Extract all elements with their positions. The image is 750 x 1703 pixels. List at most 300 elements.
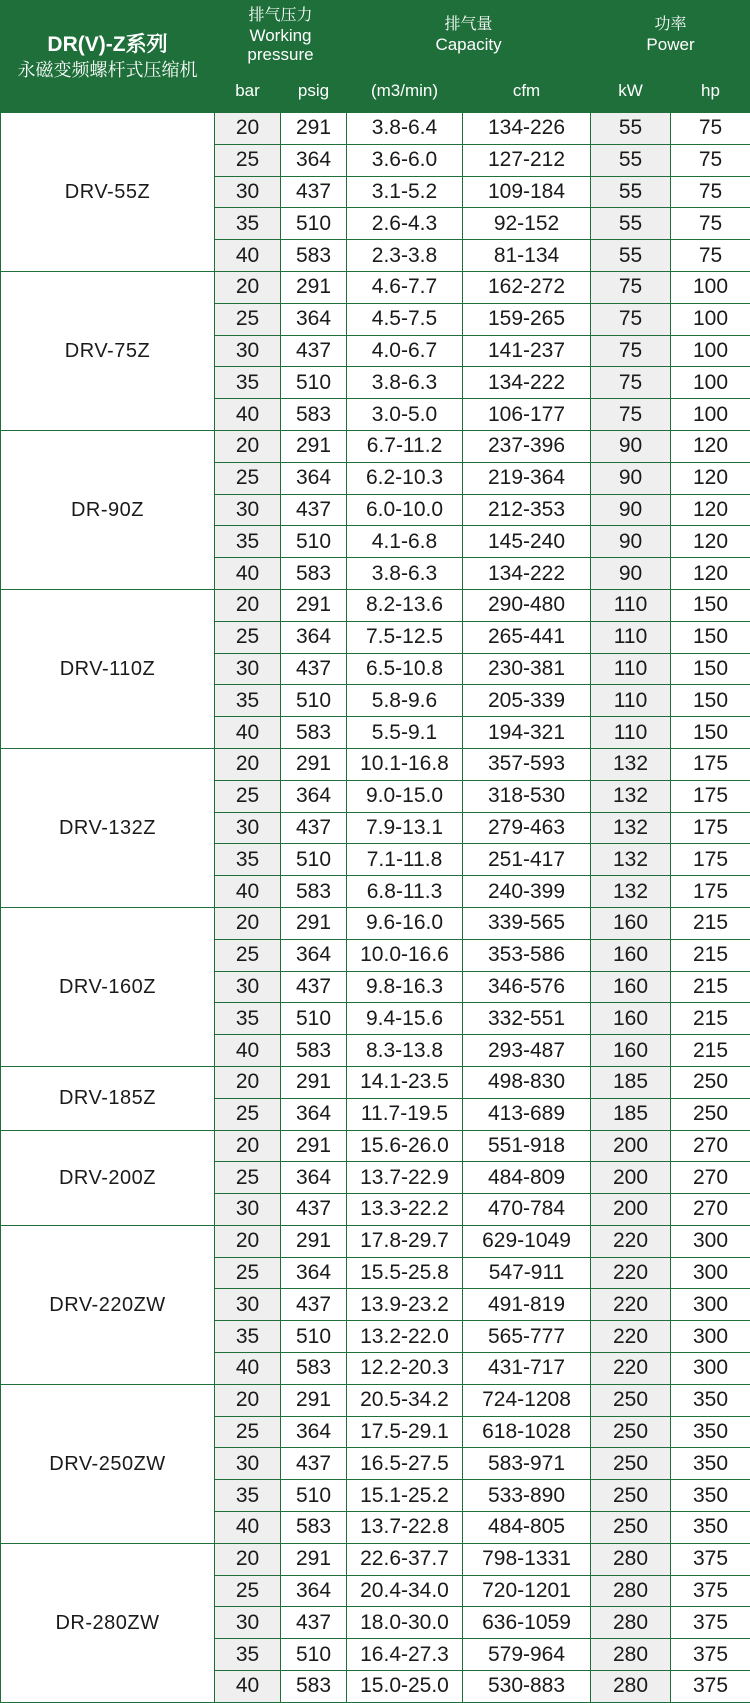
table-row [1,1543,750,1575]
cell-power-hp: 100 [671,335,750,367]
cell-power-kw: 132 [591,844,671,876]
cell-capacity-m3min: 14.1-23.5 [347,1066,463,1098]
cell-power-hp: 350 [671,1384,750,1416]
cell-capacity-cfm: 491-819 [463,1289,591,1321]
cell-bar: 20 [215,1225,281,1257]
model-name: DR-90Z [1,430,215,589]
cell-capacity-m3min: 8.3-13.8 [347,1035,463,1067]
cell-capacity-cfm: 484-805 [463,1512,591,1544]
cell-power-hp: 120 [671,558,750,590]
cell-bar: 25 [215,462,281,494]
cell-psig: 510 [281,208,347,240]
cell-capacity-cfm: 618-1028 [463,1416,591,1448]
cell-power-kw: 132 [591,780,671,812]
cell-capacity-cfm: 579-964 [463,1639,591,1671]
cell-capacity-m3min: 4.1-6.8 [347,526,463,558]
header-working-pressure [215,1,347,70]
cell-capacity-cfm: 145-240 [463,526,591,558]
cell-psig: 364 [281,780,347,812]
cell-psig: 291 [281,1543,347,1575]
cell-capacity-m3min: 13.2-22.0 [347,1321,463,1353]
cell-capacity-m3min: 3.0-5.0 [347,399,463,431]
cell-power-hp: 100 [671,399,750,431]
cell-power-hp: 270 [671,1130,750,1162]
table-row [1,1130,750,1162]
cell-power-hp: 270 [671,1194,750,1226]
table-header [1,1,750,113]
model-name: DRV-160Z [1,907,215,1066]
cell-capacity-m3min: 6.8-11.3 [347,876,463,908]
cell-capacity-m3min: 2.3-3.8 [347,240,463,272]
cell-capacity-m3min: 17.8-29.7 [347,1225,463,1257]
cell-power-kw: 55 [591,208,671,240]
cell-power-kw: 75 [591,399,671,431]
cell-bar: 40 [215,1512,281,1544]
cell-power-kw: 110 [591,685,671,717]
cell-capacity-m3min: 3.1-5.2 [347,176,463,208]
cell-psig: 510 [281,526,347,558]
unit-psig: psig [281,70,347,113]
cell-bar: 35 [215,367,281,399]
model-name: DRV-250ZW [1,1384,215,1543]
cell-psig: 583 [281,876,347,908]
cell-capacity-cfm: 470-784 [463,1194,591,1226]
cell-capacity-m3min: 6.7-11.2 [347,430,463,462]
header-power [591,1,750,70]
cell-bar: 25 [215,1257,281,1289]
model-name: DR-280ZW [1,1543,215,1702]
cell-psig: 291 [281,589,347,621]
cell-power-kw: 220 [591,1353,671,1385]
cell-capacity-cfm: 159-265 [463,303,591,335]
cell-bar: 30 [215,653,281,685]
cell-psig: 364 [281,144,347,176]
cell-psig: 291 [281,430,347,462]
cell-bar: 30 [215,1448,281,1480]
cell-psig: 583 [281,717,347,749]
series-title-cell [1,1,215,113]
cell-psig: 364 [281,462,347,494]
cell-power-hp: 375 [671,1543,750,1575]
table-body [1,113,750,1703]
cell-power-kw: 200 [591,1194,671,1226]
cell-power-kw: 250 [591,1416,671,1448]
cell-power-hp: 215 [671,939,750,971]
cell-power-kw: 250 [591,1512,671,1544]
cell-bar: 30 [215,1607,281,1639]
cell-power-hp: 250 [671,1066,750,1098]
cell-psig: 437 [281,971,347,1003]
cell-power-kw: 280 [591,1639,671,1671]
cell-capacity-m3min: 9.8-16.3 [347,971,463,1003]
cell-power-kw: 160 [591,1035,671,1067]
cell-bar: 35 [215,1321,281,1353]
cell-psig: 437 [281,335,347,367]
cell-bar: 40 [215,876,281,908]
cell-psig: 583 [281,399,347,431]
cell-power-hp: 300 [671,1225,750,1257]
cell-power-hp: 300 [671,1289,750,1321]
cell-capacity-m3min: 9.0-15.0 [347,780,463,812]
cell-power-kw: 185 [591,1066,671,1098]
cell-capacity-m3min: 16.5-27.5 [347,1448,463,1480]
cell-capacity-m3min: 2.6-4.3 [347,208,463,240]
cell-power-kw: 75 [591,367,671,399]
cell-power-hp: 175 [671,844,750,876]
cell-bar: 25 [215,1162,281,1194]
cell-power-kw: 90 [591,430,671,462]
cell-capacity-cfm: 134-222 [463,558,591,590]
cell-power-kw: 110 [591,589,671,621]
cell-capacity-m3min: 18.0-30.0 [347,1607,463,1639]
cell-power-hp: 350 [671,1416,750,1448]
cell-psig: 291 [281,907,347,939]
cell-capacity-cfm: 81-134 [463,240,591,272]
cell-power-hp: 100 [671,303,750,335]
cell-power-hp: 150 [671,621,750,653]
cell-capacity-cfm: 332-551 [463,1003,591,1035]
cell-bar: 20 [215,589,281,621]
cell-capacity-cfm: 290-480 [463,589,591,621]
cell-power-kw: 55 [591,176,671,208]
cell-capacity-cfm: 583-971 [463,1448,591,1480]
cell-capacity-cfm: 265-441 [463,621,591,653]
cell-psig: 583 [281,1671,347,1703]
cell-power-kw: 250 [591,1448,671,1480]
cell-bar: 25 [215,939,281,971]
table-row [1,748,750,780]
cell-capacity-m3min: 13.9-23.2 [347,1289,463,1321]
cell-bar: 40 [215,1671,281,1703]
cell-power-hp: 100 [671,367,750,399]
cell-psig: 510 [281,1480,347,1512]
cell-capacity-m3min: 4.6-7.7 [347,271,463,303]
cell-capacity-m3min: 6.0-10.0 [347,494,463,526]
cell-psig: 583 [281,240,347,272]
cell-capacity-m3min: 4.0-6.7 [347,335,463,367]
cell-psig: 437 [281,1289,347,1321]
cell-bar: 20 [215,1130,281,1162]
cell-bar: 30 [215,971,281,1003]
cell-power-kw: 280 [591,1575,671,1607]
cell-capacity-cfm: 636-1059 [463,1607,591,1639]
cell-power-kw: 160 [591,939,671,971]
header-power-cn: 功率 [591,15,750,35]
cell-psig: 364 [281,1416,347,1448]
cell-capacity-cfm: 484-809 [463,1162,591,1194]
cell-capacity-m3min: 20.4-34.0 [347,1575,463,1607]
cell-power-hp: 270 [671,1162,750,1194]
cell-capacity-cfm: 293-487 [463,1035,591,1067]
cell-bar: 35 [215,685,281,717]
cell-capacity-m3min: 3.8-6.3 [347,367,463,399]
cell-power-hp: 75 [671,113,750,145]
cell-psig: 291 [281,271,347,303]
cell-power-kw: 160 [591,971,671,1003]
cell-power-kw: 132 [591,876,671,908]
cell-power-kw: 250 [591,1384,671,1416]
cell-capacity-m3min: 13.3-22.2 [347,1194,463,1226]
header-working-pressure-en: Working pressure [215,26,346,64]
cell-capacity-cfm: 194-321 [463,717,591,749]
cell-power-hp: 300 [671,1321,750,1353]
cell-power-kw: 110 [591,717,671,749]
cell-bar: 20 [215,907,281,939]
cell-power-kw: 220 [591,1289,671,1321]
cell-capacity-cfm: 498-830 [463,1066,591,1098]
cell-capacity-m3min: 5.8-9.6 [347,685,463,717]
cell-capacity-m3min: 5.5-9.1 [347,717,463,749]
cell-power-kw: 110 [591,621,671,653]
model-name: DRV-132Z [1,748,215,907]
cell-power-hp: 75 [671,176,750,208]
cell-power-hp: 175 [671,876,750,908]
cell-capacity-m3min: 3.8-6.3 [347,558,463,590]
cell-psig: 364 [281,621,347,653]
cell-capacity-m3min: 7.9-13.1 [347,812,463,844]
cell-capacity-m3min: 17.5-29.1 [347,1416,463,1448]
cell-psig: 437 [281,1607,347,1639]
cell-bar: 20 [215,1543,281,1575]
cell-bar: 25 [215,780,281,812]
cell-capacity-cfm: 720-1201 [463,1575,591,1607]
cell-capacity-m3min: 7.1-11.8 [347,844,463,876]
cell-bar: 25 [215,1575,281,1607]
cell-bar: 35 [215,1480,281,1512]
cell-capacity-m3min: 3.6-6.0 [347,144,463,176]
cell-capacity-m3min: 11.7-19.5 [347,1098,463,1130]
cell-capacity-m3min: 10.0-16.6 [347,939,463,971]
unit-hp: hp [671,70,750,113]
cell-capacity-cfm: 431-717 [463,1353,591,1385]
cell-bar: 20 [215,1066,281,1098]
cell-psig: 364 [281,1162,347,1194]
cell-psig: 364 [281,1575,347,1607]
cell-power-hp: 120 [671,462,750,494]
unit-cfm: cfm [463,70,591,113]
cell-bar: 25 [215,1416,281,1448]
cell-psig: 510 [281,685,347,717]
table-row [1,907,750,939]
cell-capacity-cfm: 240-399 [463,876,591,908]
cell-capacity-cfm: 279-463 [463,812,591,844]
cell-power-kw: 160 [591,907,671,939]
cell-power-kw: 75 [591,303,671,335]
cell-power-kw: 220 [591,1225,671,1257]
cell-power-hp: 350 [671,1480,750,1512]
cell-power-hp: 150 [671,589,750,621]
model-name: DRV-75Z [1,271,215,430]
cell-power-kw: 160 [591,1003,671,1035]
cell-power-hp: 150 [671,717,750,749]
cell-bar: 40 [215,399,281,431]
table-row [1,1384,750,1416]
cell-psig: 291 [281,113,347,145]
table-row [1,589,750,621]
cell-capacity-cfm: 533-890 [463,1480,591,1512]
cell-psig: 510 [281,844,347,876]
cell-power-hp: 300 [671,1353,750,1385]
cell-bar: 25 [215,1098,281,1130]
model-name: DRV-220ZW [1,1225,215,1384]
cell-capacity-cfm: 162-272 [463,271,591,303]
cell-power-kw: 75 [591,271,671,303]
cell-bar: 40 [215,1035,281,1067]
cell-power-kw: 280 [591,1543,671,1575]
cell-psig: 583 [281,1512,347,1544]
cell-capacity-cfm: 413-689 [463,1098,591,1130]
cell-capacity-cfm: 106-177 [463,399,591,431]
cell-psig: 437 [281,1448,347,1480]
cell-capacity-cfm: 551-918 [463,1130,591,1162]
cell-power-hp: 120 [671,430,750,462]
cell-power-kw: 220 [591,1257,671,1289]
cell-bar: 25 [215,621,281,653]
cell-power-hp: 375 [671,1607,750,1639]
cell-capacity-cfm: 565-777 [463,1321,591,1353]
cell-capacity-cfm: 318-530 [463,780,591,812]
cell-capacity-m3min: 22.6-37.7 [347,1543,463,1575]
cell-power-hp: 300 [671,1257,750,1289]
cell-power-hp: 215 [671,907,750,939]
model-name: DRV-55Z [1,113,215,272]
cell-capacity-cfm: 205-339 [463,685,591,717]
cell-bar: 40 [215,240,281,272]
cell-bar: 20 [215,748,281,780]
cell-power-hp: 350 [671,1448,750,1480]
cell-capacity-cfm: 724-1208 [463,1384,591,1416]
cell-power-kw: 132 [591,748,671,780]
cell-capacity-cfm: 109-184 [463,176,591,208]
cell-capacity-m3min: 6.2-10.3 [347,462,463,494]
cell-power-kw: 90 [591,558,671,590]
cell-capacity-cfm: 353-586 [463,939,591,971]
cell-capacity-cfm: 629-1049 [463,1225,591,1257]
cell-capacity-cfm: 230-381 [463,653,591,685]
cell-capacity-cfm: 798-1331 [463,1543,591,1575]
cell-capacity-cfm: 339-565 [463,907,591,939]
cell-psig: 510 [281,1639,347,1671]
cell-power-kw: 250 [591,1480,671,1512]
cell-psig: 291 [281,1066,347,1098]
cell-power-hp: 175 [671,812,750,844]
cell-power-kw: 185 [591,1098,671,1130]
cell-capacity-m3min: 15.5-25.8 [347,1257,463,1289]
cell-capacity-m3min: 15.6-26.0 [347,1130,463,1162]
cell-psig: 437 [281,176,347,208]
cell-bar: 35 [215,526,281,558]
cell-power-kw: 90 [591,462,671,494]
cell-capacity-cfm: 134-222 [463,367,591,399]
cell-bar: 40 [215,717,281,749]
table-row [1,430,750,462]
cell-bar: 40 [215,1353,281,1385]
cell-capacity-cfm: 92-152 [463,208,591,240]
cell-psig: 437 [281,812,347,844]
cell-psig: 510 [281,1003,347,1035]
cell-power-hp: 175 [671,748,750,780]
cell-capacity-m3min: 9.6-16.0 [347,907,463,939]
cell-capacity-m3min: 13.7-22.9 [347,1162,463,1194]
cell-power-hp: 215 [671,1003,750,1035]
cell-psig: 364 [281,1098,347,1130]
header-power-en: Power [591,35,750,55]
cell-power-hp: 120 [671,526,750,558]
cell-psig: 291 [281,748,347,780]
cell-bar: 35 [215,208,281,240]
cell-psig: 437 [281,1194,347,1226]
cell-psig: 437 [281,653,347,685]
header-capacity-cn: 排气量 [347,15,590,35]
cell-power-kw: 55 [591,240,671,272]
cell-power-kw: 220 [591,1321,671,1353]
cell-capacity-cfm: 346-576 [463,971,591,1003]
cell-power-kw: 132 [591,812,671,844]
cell-power-hp: 375 [671,1639,750,1671]
cell-capacity-m3min: 6.5-10.8 [347,653,463,685]
cell-bar: 25 [215,144,281,176]
cell-power-hp: 150 [671,653,750,685]
cell-capacity-m3min: 4.5-7.5 [347,303,463,335]
cell-power-hp: 375 [671,1575,750,1607]
cell-power-hp: 350 [671,1512,750,1544]
cell-capacity-m3min: 8.2-13.6 [347,589,463,621]
series-title: DR(V)-Z系列 [1,32,214,58]
cell-psig: 583 [281,1353,347,1385]
series-subtitle: 永磁变频螺杆式压缩机 [1,58,214,82]
cell-power-hp: 175 [671,780,750,812]
cell-capacity-m3min: 20.5-34.2 [347,1384,463,1416]
cell-psig: 510 [281,367,347,399]
cell-psig: 583 [281,558,347,590]
table-row [1,1066,750,1098]
cell-power-hp: 75 [671,144,750,176]
cell-bar: 25 [215,303,281,335]
cell-capacity-cfm: 219-364 [463,462,591,494]
cell-psig: 583 [281,1035,347,1067]
cell-psig: 510 [281,1321,347,1353]
cell-capacity-m3min: 12.2-20.3 [347,1353,463,1385]
cell-capacity-m3min: 3.8-6.4 [347,113,463,145]
cell-power-kw: 55 [591,144,671,176]
cell-power-kw: 200 [591,1130,671,1162]
cell-bar: 35 [215,1003,281,1035]
model-name: DRV-185Z [1,1066,215,1130]
cell-bar: 30 [215,812,281,844]
cell-power-kw: 280 [591,1671,671,1703]
cell-power-hp: 75 [671,240,750,272]
cell-power-hp: 75 [671,208,750,240]
cell-power-hp: 150 [671,685,750,717]
cell-psig: 291 [281,1130,347,1162]
unit-m3-min: (m3/min) [347,70,463,113]
cell-capacity-cfm: 141-237 [463,335,591,367]
cell-power-hp: 215 [671,971,750,1003]
header-working-pressure-cn: 排气压力 [215,6,346,26]
cell-psig: 364 [281,1257,347,1289]
cell-psig: 364 [281,303,347,335]
cell-capacity-m3min: 13.7-22.8 [347,1512,463,1544]
cell-bar: 35 [215,844,281,876]
cell-bar: 30 [215,494,281,526]
cell-bar: 30 [215,176,281,208]
cell-power-hp: 215 [671,1035,750,1067]
cell-bar: 20 [215,1384,281,1416]
unit-bar: bar [215,70,281,113]
unit-kw: kW [591,70,671,113]
cell-psig: 291 [281,1384,347,1416]
cell-capacity-m3min: 10.1-16.8 [347,748,463,780]
